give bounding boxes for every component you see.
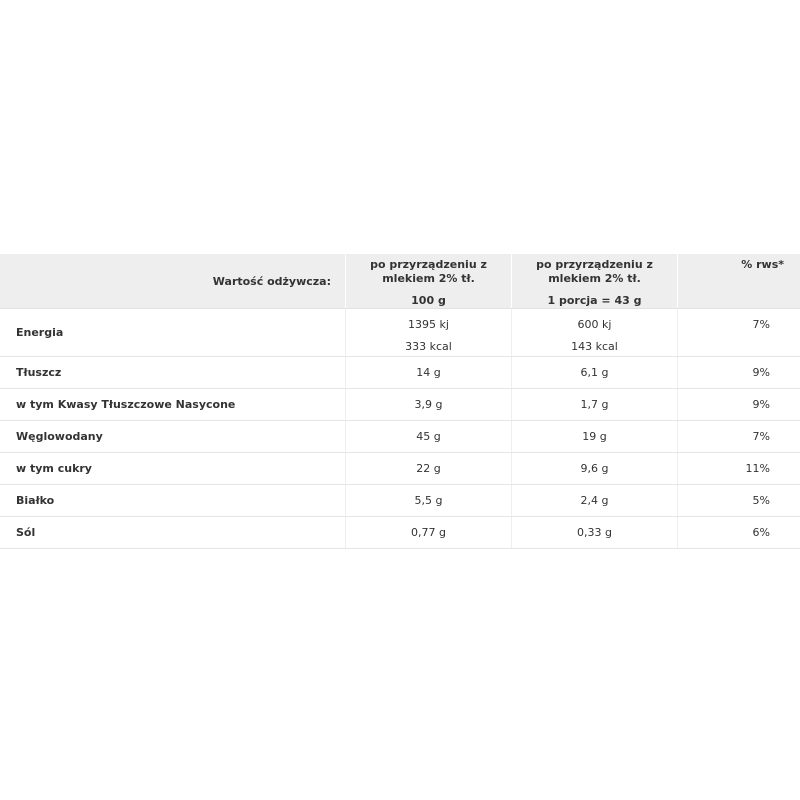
row-label: Sól	[0, 517, 346, 548]
value-kcal: 143 kcal	[571, 340, 618, 353]
value-rws: 11%	[745, 462, 770, 475]
table-row	[0, 485, 800, 517]
value-per-portion: 2,4 g	[512, 485, 678, 516]
table-row	[0, 517, 800, 549]
value-per-portion	[512, 309, 678, 356]
value-per-100g: 45 g	[346, 421, 512, 452]
value-rws: 7%	[752, 430, 770, 443]
value-kj: 1395 kj	[408, 318, 449, 331]
value-kcal: 333 kcal	[405, 340, 452, 353]
value-per-100g: 0,77 g	[346, 517, 512, 548]
value-per-portion: 19 g	[512, 421, 678, 452]
table-row	[0, 453, 800, 485]
header-per-100g-title: po przyrządzeniu z mlekiem 2% tł.	[370, 258, 487, 285]
value-per-100g: 22 g	[346, 453, 512, 484]
value-rws: 5%	[752, 494, 770, 507]
value-per-100g: 14 g	[346, 357, 512, 388]
header-per-portion	[512, 254, 678, 308]
table-header	[0, 254, 800, 309]
value-per-100g	[346, 309, 512, 356]
value-per-portion: 0,33 g	[512, 517, 678, 548]
value-per-100g: 5,5 g	[346, 485, 512, 516]
row-label: Białko	[0, 485, 346, 516]
value-per-100g: 3,9 g	[346, 389, 512, 420]
row-label: Energia	[0, 309, 346, 356]
value-rws: 7%	[752, 318, 770, 331]
value-rws: 6%	[752, 526, 770, 539]
header-label: Wartość odżywcza:	[0, 254, 346, 308]
header-per-portion-sub: 1 porcja = 43 g	[547, 294, 642, 307]
header-rws: % rws*	[741, 258, 784, 271]
value-rws: 9%	[752, 366, 770, 379]
value-per-portion: 1,7 g	[512, 389, 678, 420]
row-label: w tym Kwasy Tłuszczowe Nasycone	[0, 389, 346, 420]
value-per-portion: 9,6 g	[512, 453, 678, 484]
row-label: w tym cukry	[0, 453, 346, 484]
table-row	[0, 421, 800, 453]
table-row	[0, 309, 800, 357]
header-per-100g-sub: 100 g	[411, 294, 446, 307]
value-kj: 600 kj	[577, 318, 612, 331]
header-per-100g	[346, 254, 512, 308]
header-per-portion-title: po przyrządzeniu z mlekiem 2% tł.	[536, 258, 653, 285]
table-row	[0, 357, 800, 389]
value-rws: 9%	[752, 398, 770, 411]
value-per-portion: 6,1 g	[512, 357, 678, 388]
nutrition-table	[0, 254, 800, 549]
row-label: Węglowodany	[0, 421, 346, 452]
table-row	[0, 389, 800, 421]
row-label: Tłuszcz	[0, 357, 346, 388]
